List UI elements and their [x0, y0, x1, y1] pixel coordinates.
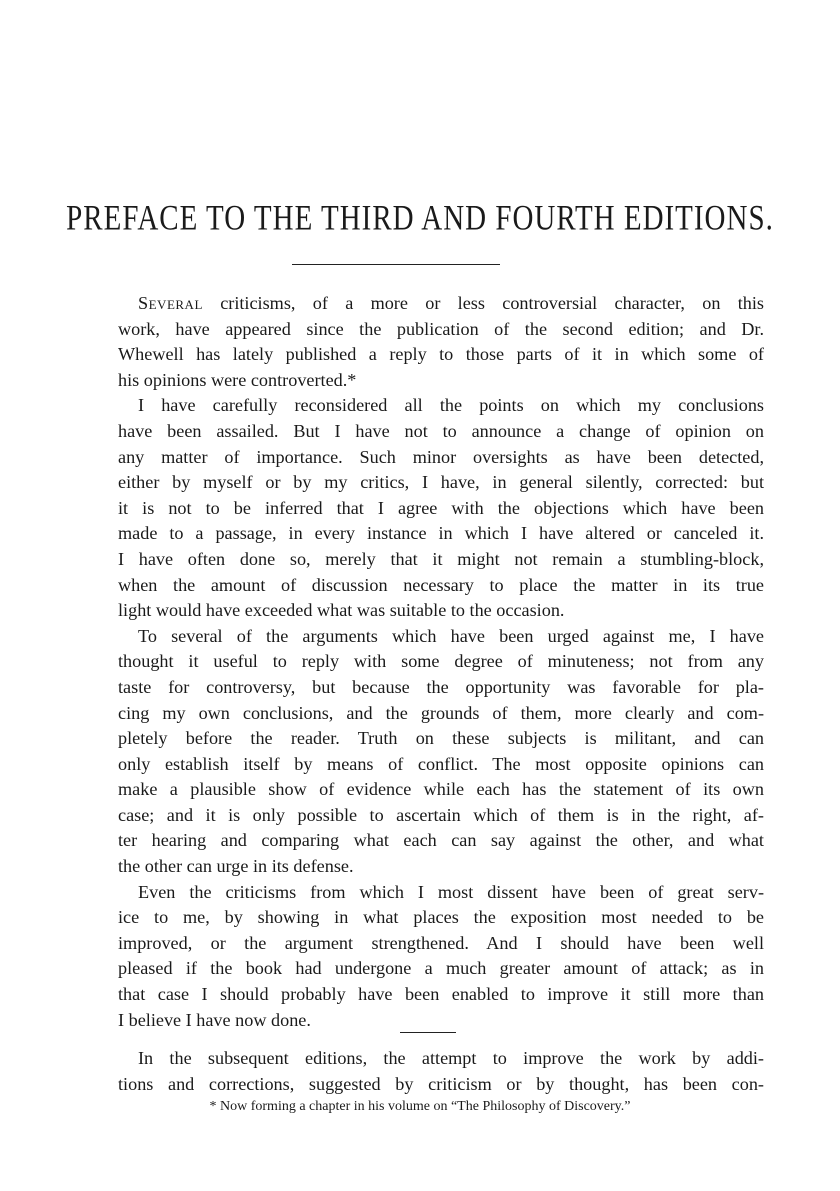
text-line: tions and corrections, suggested by criticism or by thought, has been con-	[118, 1073, 764, 1094]
page-title: PREFACE TO THE THIRD AND FOURTH EDITIONS.	[66, 198, 774, 238]
text-line: ice to me, by showing in what places the exposition most needed to be	[118, 907, 764, 928]
paragraph-2	[118, 393, 764, 623]
paragraph-3	[118, 624, 764, 880]
text-line: I believe I have now done.	[118, 1009, 311, 1030]
text-line: any matter of importance. Such minor oversights as have been detected,	[118, 446, 764, 467]
paragraph-4	[118, 880, 764, 1034]
text-line: either by myself or by my critics, I have, in general silently, corrected: but	[118, 472, 764, 493]
text-line: thought it useful to reply with some degree of minuteness; not from any	[118, 651, 764, 672]
text-line: Whewell has lately published a reply to those parts of it in which some of	[118, 344, 764, 365]
text-line: improved, or the argument strengthened. And I should have been well	[118, 932, 764, 953]
text-line: make a plausible show of evidence while each has the statement of its own	[118, 779, 764, 800]
footnote: * Now forming a chapter in his volume on “The Philosophy of Discovery.”	[209, 1099, 631, 1114]
text-line: only establish itself by means of conflict. The most opposite opinions can	[118, 753, 764, 774]
text-line	[118, 291, 764, 317]
paragraph-5	[118, 1046, 764, 1097]
text-line: have been assailed. But I have not to announce a change of opinion on	[118, 420, 764, 441]
text-line: In the subsequent editions, the attempt to improve the work by addi-	[138, 1048, 764, 1068]
text-line: light would have exceeded what was suitable to the occasion.	[118, 600, 565, 621]
text-line: the other can urge in its defense.	[118, 856, 354, 877]
text-line: ter hearing and comparing what each can say against the other, and what	[118, 830, 764, 851]
text-line: taste for controversy, but because the opportunity was favorable for pla-	[118, 676, 764, 697]
text-line: work, have appeared since the publication of the second edition; and Dr.	[118, 318, 764, 339]
text-line: To several of the arguments which have been urged against me, I have	[138, 625, 764, 646]
text-line: Even the criticisms from which I most dissent have been of great serv-	[138, 881, 764, 902]
text-line: cing my own conclusions, and the grounds of them, more clearly and com-	[118, 702, 764, 723]
text-line: case; and it is only possible to ascertain which of them is in the right, af-	[118, 804, 764, 825]
text-line: pletely before the reader. Truth on these subjects is militant, and can	[118, 728, 764, 749]
text-line: his opinions were controverted.*	[118, 369, 357, 390]
text-line: made to a passage, in every instance in which I have altered or canceled it.	[118, 523, 764, 544]
paragraph-1	[118, 291, 764, 393]
text-line: it is not to be inferred that I agree with the objections which have been	[118, 497, 764, 518]
text-line: I have carefully reconsidered all the points on which my conclusions	[138, 395, 764, 416]
text-line: I have often done so, merely that it might not remain a stumbling-block,	[118, 548, 764, 569]
text-line-rest: criticisms, of a more or less controversial character, on this	[202, 293, 764, 313]
text-line: when the amount of discussion necessary to place the matter in its true	[118, 574, 764, 595]
section-rule	[400, 1032, 456, 1033]
text-line: that case I should probably have been enabled to improve it still more than	[118, 984, 764, 1005]
text-line: pleased if the book had undergone a much greater amount of attack; as in	[118, 958, 764, 979]
lead-word: Several	[138, 293, 203, 313]
body-text	[118, 291, 764, 1033]
title-rule	[292, 264, 500, 265]
